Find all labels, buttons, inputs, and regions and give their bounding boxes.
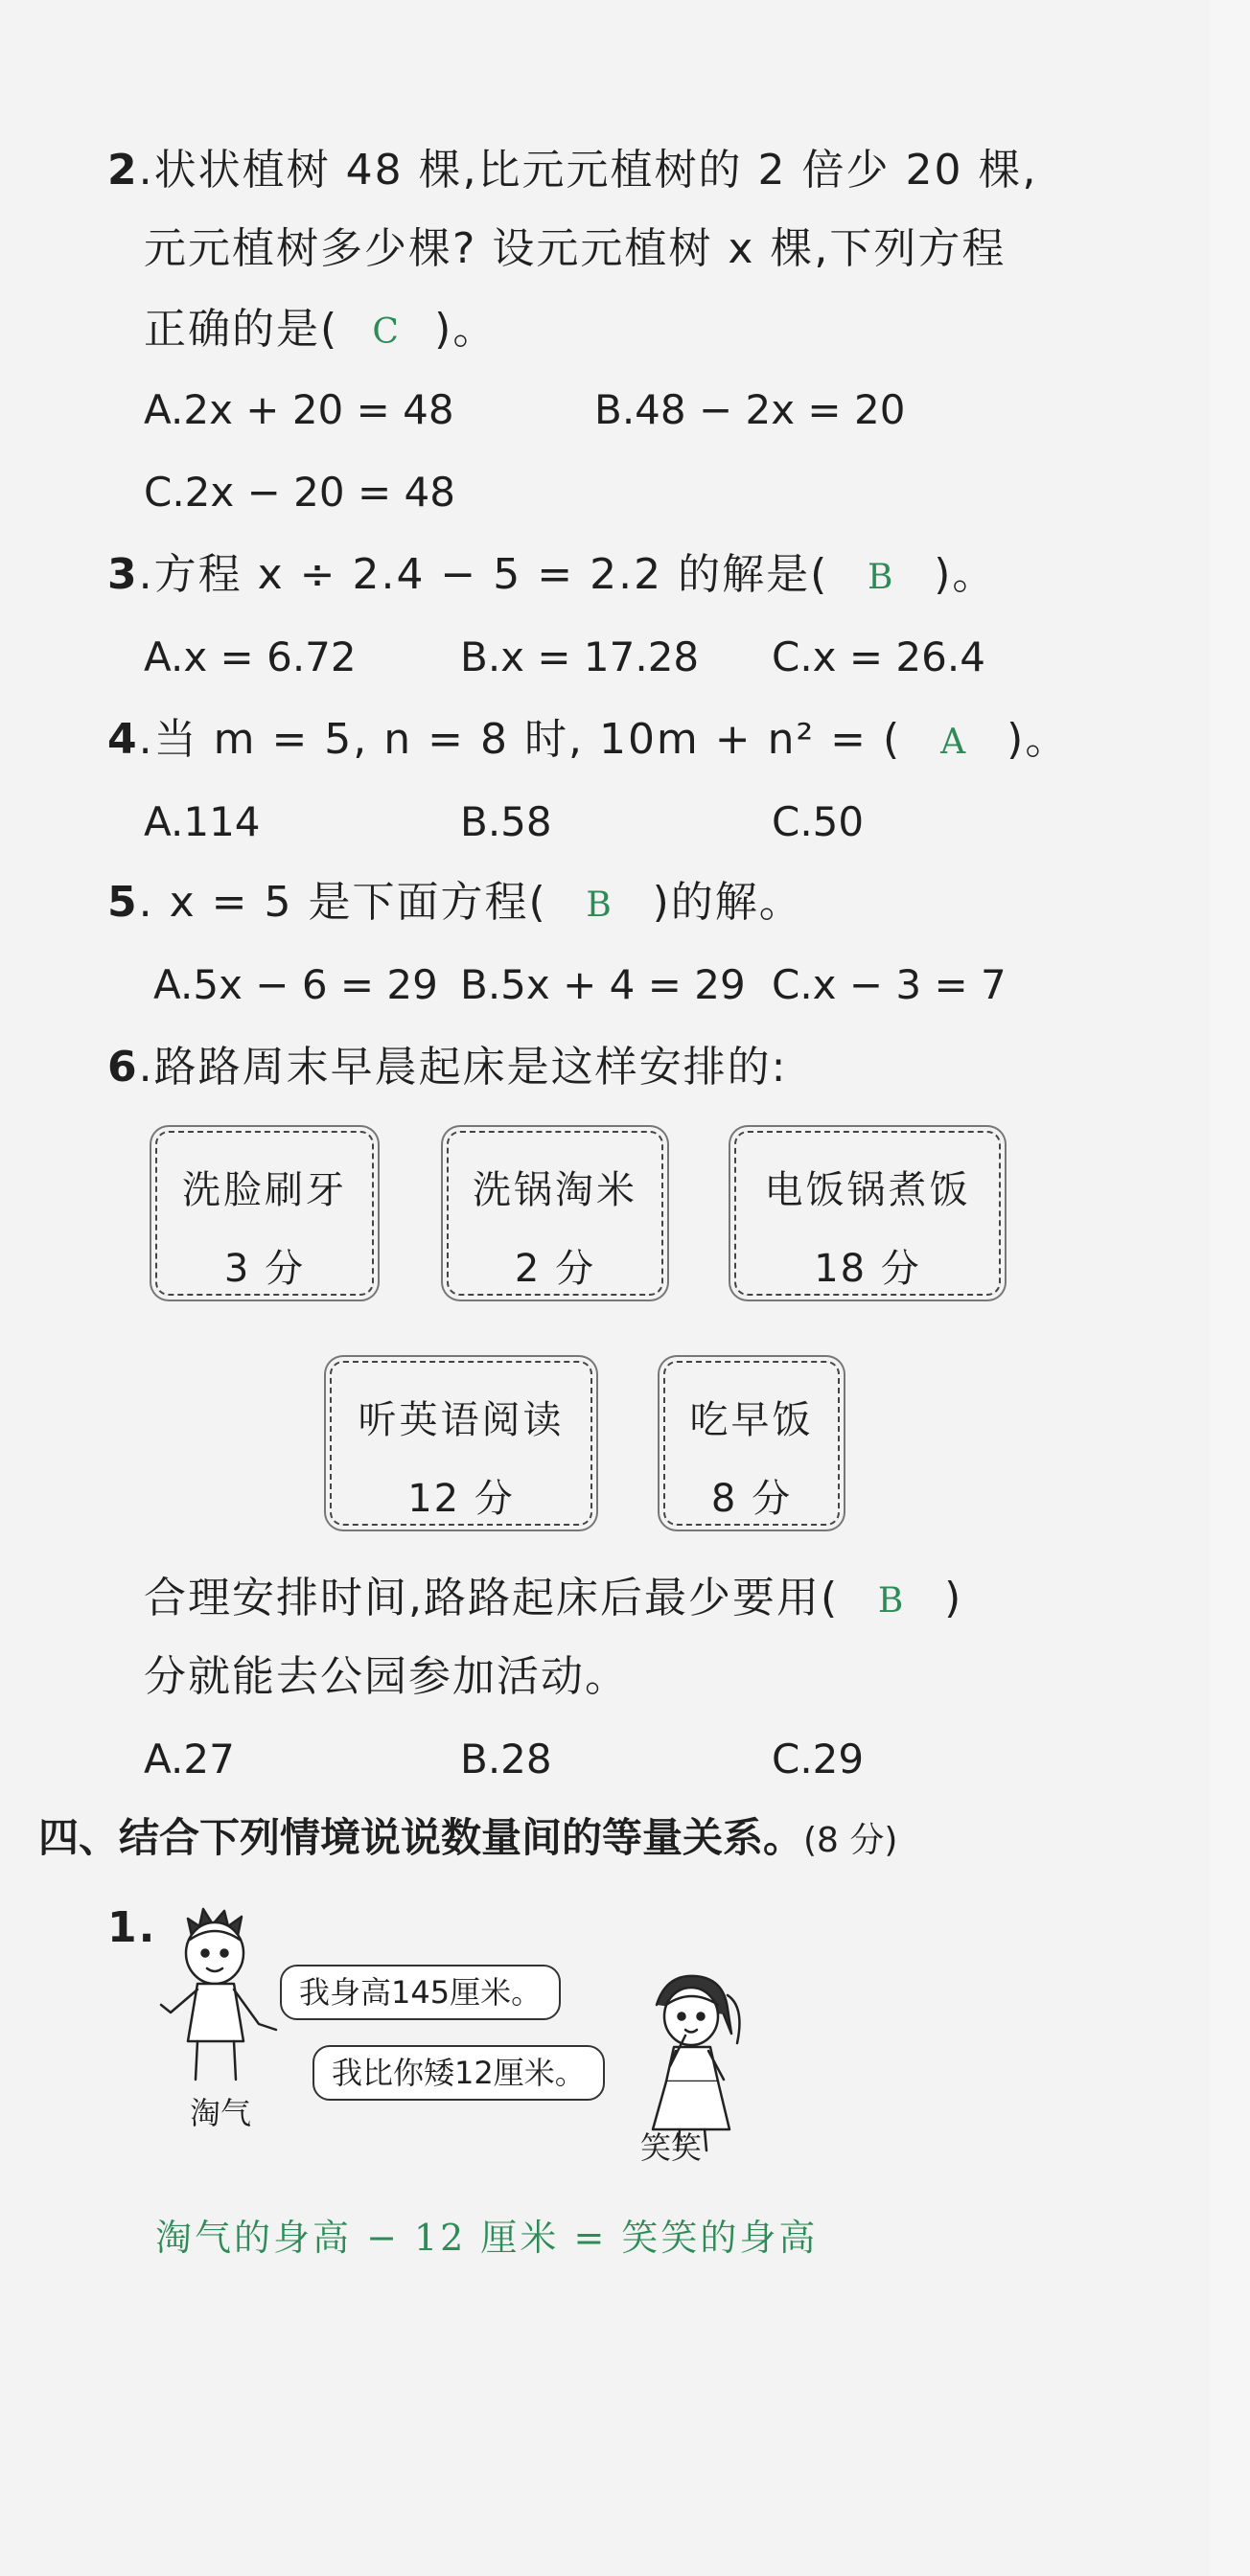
q5-option-b: B.5x + 4 = 29	[460, 961, 746, 1008]
boy-speech-bubble: 我身高145厘米。	[280, 1965, 561, 2020]
section-four-points: (8 分)	[803, 1821, 898, 1860]
girl-name: 笑笑	[640, 2129, 703, 2166]
task-time: 12 分	[407, 1477, 515, 1521]
q6-question-line2: 分就能去公园参加活动。	[144, 1652, 629, 1701]
q5-answer: B	[586, 886, 613, 925]
task-time: 18 分	[814, 1247, 921, 1291]
q5-option-a: A.5x − 6 = 29	[153, 961, 438, 1008]
q2-option-c: C.2x − 20 = 48	[144, 469, 455, 516]
q2-line3	[144, 303, 497, 359]
q3-answer: B	[868, 558, 895, 597]
girl-speech-bubble: 我比你矮12厘米。	[312, 2045, 605, 2101]
task-card	[734, 1131, 1001, 1296]
section-four-heading	[38, 1811, 897, 1868]
s4-q1-number: 1.	[107, 1903, 157, 1952]
q2-line1	[107, 144, 1037, 197]
q3-number: 3	[107, 550, 139, 599]
q2-text-3-end: )。	[434, 305, 498, 354]
q5-option-c: C.x − 3 = 7	[772, 961, 1007, 1008]
task-name: 洗脸刷牙	[182, 1168, 347, 1212]
q6-text-1: 合理安排时间,路路起床后最少要用(	[144, 1574, 840, 1622]
task-card	[330, 1361, 592, 1526]
task-card	[155, 1131, 374, 1296]
q6-option-c: C.29	[772, 1736, 865, 1782]
task-name: 听英语阅读	[358, 1398, 565, 1442]
q3-option-b: B.x = 17.28	[460, 633, 700, 680]
q3-line	[107, 548, 996, 605]
q2-number: 2	[107, 146, 139, 195]
q2-line2: 元元植树多少棵? 设元元植树 x 棵,下列方程	[144, 224, 1007, 273]
task-time: 8 分	[710, 1477, 793, 1521]
task-card	[447, 1131, 663, 1296]
q4-option-c: C.50	[772, 798, 865, 845]
task-time: 2 分	[514, 1247, 596, 1291]
q4-number: 4	[107, 715, 139, 764]
task-time: 3 分	[223, 1247, 306, 1291]
q4-line	[107, 713, 1069, 770]
q4-answer: A	[940, 723, 968, 762]
q6-option-a: A.27	[144, 1736, 235, 1782]
q5-number: 5	[107, 878, 139, 927]
q5-text: . x = 5 是下面方程(	[138, 878, 547, 927]
q3-text-end: )。	[934, 550, 997, 599]
q2-text-3: 正确的是(	[144, 305, 339, 354]
q6-text-1-end: )	[944, 1574, 963, 1622]
task-name: 洗锅淘米	[473, 1168, 637, 1212]
q5-line	[107, 876, 803, 932]
task-name: 电饭锅煮饭	[764, 1168, 971, 1212]
q4-option-a: A.114	[144, 798, 261, 845]
q6-number: 6	[107, 1043, 139, 1092]
q4-option-b: B.58	[460, 798, 552, 845]
q3-option-a: A.x = 6.72	[144, 633, 357, 680]
q2-option-a: A.2x + 20 = 48	[144, 386, 454, 433]
q4-text-end: )。	[1007, 715, 1070, 764]
q5-text-end: )的解。	[652, 878, 803, 927]
q6-answer: B	[877, 1581, 906, 1621]
q2-text-1: .状状植树 48 棵,比元元植树的 2 倍少 20 棵,	[138, 146, 1038, 195]
section-four-title: 四、结合下列情境说说数量间的等量关系。	[38, 1814, 804, 1861]
q6-question-line1	[144, 1572, 962, 1628]
boy-name: 淘气	[190, 2095, 252, 2131]
q3-option-c: C.x = 26.4	[772, 633, 985, 680]
q6-line	[107, 1041, 787, 1094]
q3-text: .方程 x ÷ 2.4 − 5 = 2.2 的解是(	[138, 550, 829, 599]
q2-answer: C	[372, 312, 401, 352]
q4-text: .当 m = 5, n = 8 时, 10m + n² = (	[138, 715, 902, 764]
task-name: 吃早饭	[689, 1398, 814, 1442]
q6-intro: .路路周末早晨起床是这样安排的:	[138, 1043, 788, 1092]
task-card	[663, 1361, 840, 1526]
s4-q1-answer: 淘气的身高 − 12 厘米 = 笑笑的身高	[155, 2217, 819, 2259]
q6-option-b: B.28	[460, 1736, 552, 1782]
q2-option-b: B.48 − 2x = 20	[594, 386, 906, 433]
